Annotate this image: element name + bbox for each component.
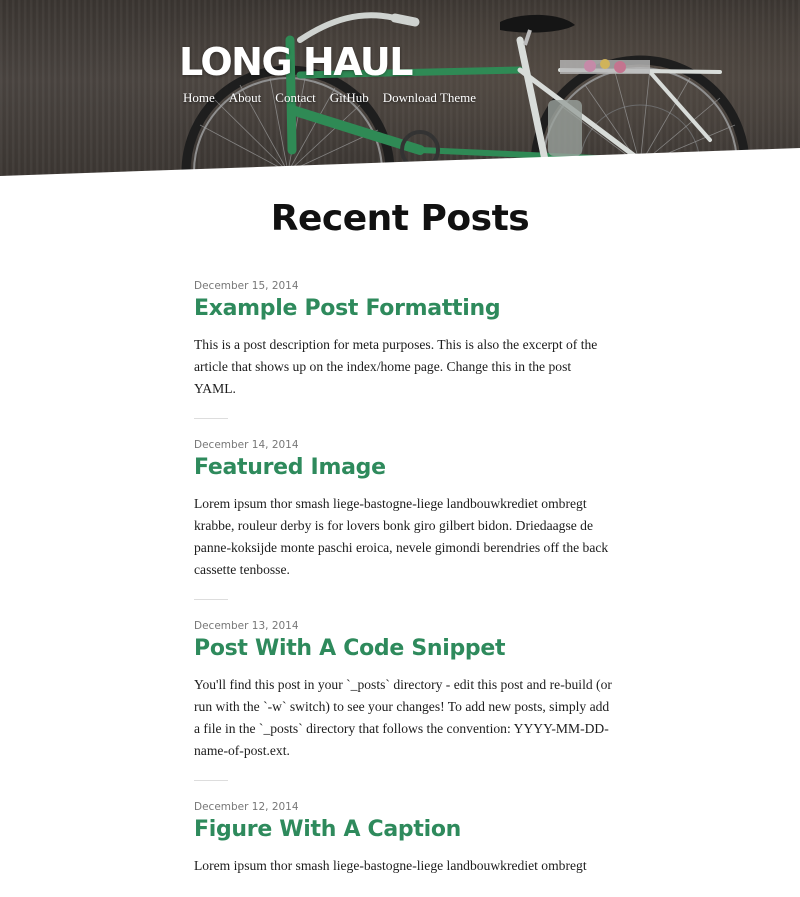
nav-contact-link[interactable]: Contact <box>275 90 316 105</box>
post-item <box>194 439 614 600</box>
post-divider <box>194 418 228 419</box>
post-title <box>194 453 614 483</box>
post-title-link[interactable]: Figure With A Caption <box>194 817 462 842</box>
post-title <box>194 294 614 324</box>
post-excerpt: This is a post description for meta purposes. This is also the excerpt of the article that shows up on the index/home page. Change this in the post YAML. <box>194 337 598 396</box>
post-item <box>194 801 614 877</box>
post-excerpt: Lorem ipsum thor smash liege-bastogne-liege landbouwkrediet ombregt krabbe, rouleur derby is for lovers bonk giro gilbert bidon. Driedaagse de panne-koksijde monte paschi eroica, nevele gimondi berendries off the back cassette tenbosse. <box>194 496 609 577</box>
post-list <box>194 280 614 897</box>
post-title <box>194 634 614 664</box>
post-divider <box>194 780 228 781</box>
nav-home-link[interactable]: Home <box>183 90 215 105</box>
main-nav <box>183 90 476 106</box>
nav-download-theme-link[interactable]: Download Theme <box>382 90 476 105</box>
post-divider <box>194 599 228 600</box>
page-title: Recent Posts <box>270 198 530 239</box>
post-date: December 13, 2014 <box>194 620 299 632</box>
nav-github-link[interactable]: GitHub <box>329 90 369 105</box>
post-title-link[interactable]: Featured Image <box>194 455 386 480</box>
post-excerpt: You'll find this post in your `_posts` directory - edit this post and re-build (or run with the `-w` switch) to see your changes! To add new posts, simply add a file in the `_posts` directory that follows the convention: YYYY-MM-DD-name-of-post.ext. <box>194 677 612 758</box>
site-header <box>0 0 800 180</box>
site-title[interactable]: LONG HAUL <box>179 40 412 84</box>
post-title <box>194 815 614 845</box>
post-date: December 15, 2014 <box>194 280 299 292</box>
nav-about-link[interactable]: About <box>228 90 262 105</box>
post-title-link[interactable]: Post With A Code Snippet <box>194 636 506 661</box>
post-date: December 14, 2014 <box>194 439 299 451</box>
post-title-link[interactable]: Example Post Formatting <box>194 296 501 321</box>
post-item <box>194 280 614 419</box>
post-date: December 12, 2014 <box>194 801 299 813</box>
post-item <box>194 620 614 781</box>
post-excerpt: Lorem ipsum thor smash liege-bastogne-liege landbouwkrediet ombregt <box>194 858 587 873</box>
